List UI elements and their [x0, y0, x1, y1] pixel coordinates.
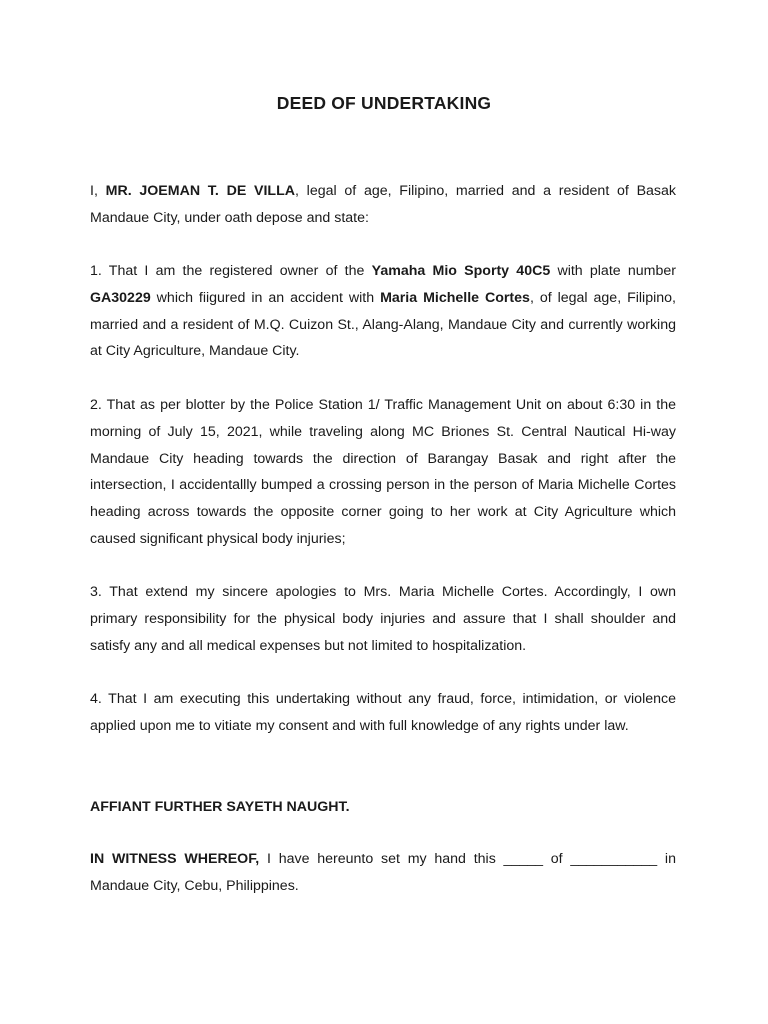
witness-text: I have hereunto set my hand this _____ of ___________ in Mandaue City, Cebu, Philippines.: [90, 851, 676, 894]
paragraph-4: 4. That I am executing this undertaking without any fraud, force, intimidation, or violence applied upon me to vitiate my consent and with full knowledge of any rights under law.: [90, 691, 676, 734]
paragraph-1-text-a: 1. That I am the registered owner of the: [90, 263, 372, 279]
intro-paragraph: [90, 178, 676, 232]
intro-prefix: I,: [90, 183, 106, 199]
paragraph-1-text-c: which fiigured in an accident with: [150, 289, 381, 306]
affiant-name: MR. JOEMAN T. DE VILLA: [105, 183, 295, 199]
document-title: DEED OF UNDERTAKING: [276, 93, 492, 113]
intro-text: , legal of age, Filipino, married and a resident of Basak Mandaue City, under oath depose and state:: [90, 183, 676, 226]
vehicle-name: Yamaha Mio Sporty 40C5: [371, 263, 551, 279]
witness-paragraph: [90, 846, 676, 900]
plate-number: GA30229: [90, 289, 151, 306]
affiant-statement: AFFIANT FURTHER SAYETH NAUGHT.: [90, 799, 350, 815]
paragraph-2: 2. That as per blotter by the Police Station 1/ Traffic Management Unit on about 6:30 in the morning of July 15, 2021, while traveling along MC Briones St. Central Nautical Hi-way Mandaue City heading towards the direction of Barangay Basak and right after the intersection, I accidentallly bumped a crossing person in the person of Maria Michelle Cortes heading across towards the opposite corner going to her work at City Agriculture which caused significant physical body injuries;: [90, 397, 676, 547]
paragraph-1: [90, 258, 676, 365]
paragraph-1-text-d: , of legal age, Filipino, married and a resident of M.Q. Cuizon St., Alang-Alang, Mandaue City and currently working at City Agriculture, Mandaue City.: [90, 289, 676, 360]
witness-lead: IN WITNESS WHEREOF,: [90, 851, 260, 867]
injured-person-name: Maria Michelle Cortes: [380, 289, 530, 306]
paragraph-3: 3. That extend my sincere apologies to Mrs. Maria Michelle Cortes. Accordingly, I own primary responsibility for the physical body injuries and assure that I shall shoulder and satisfy any and all medical expenses but not limited to hospitalization.: [90, 584, 676, 654]
paragraph-1-text-b: with plate number: [550, 263, 676, 279]
